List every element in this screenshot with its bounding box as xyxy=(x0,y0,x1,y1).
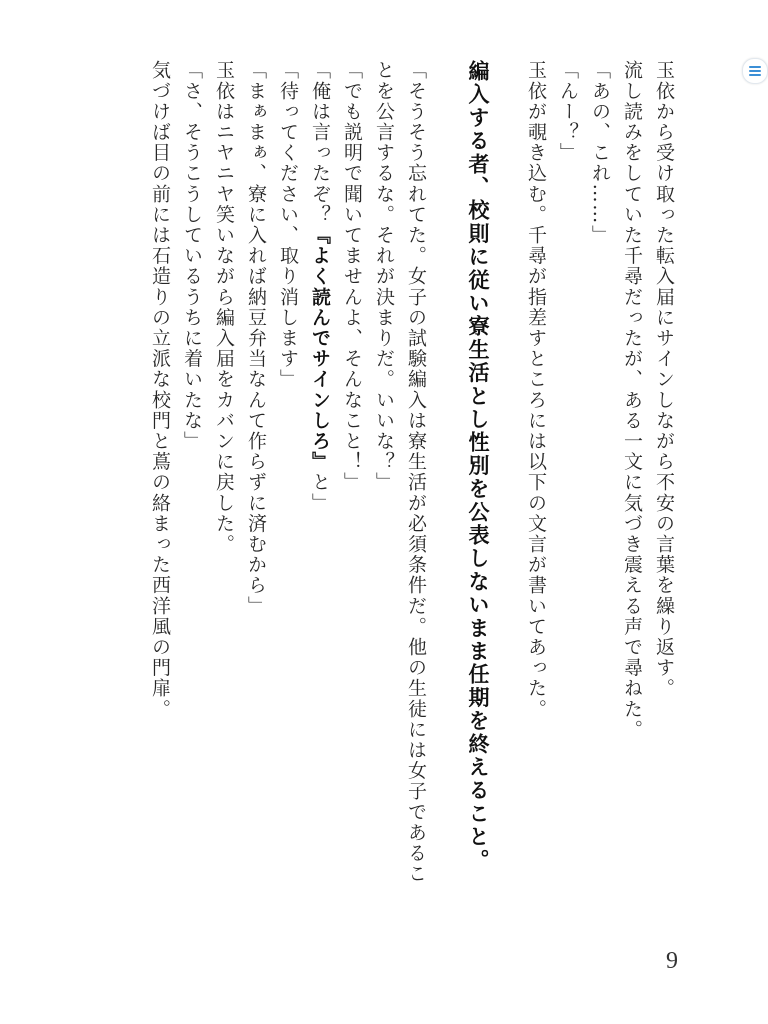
text-line: 「あの、これ……」 xyxy=(589,60,611,246)
spacer xyxy=(432,60,458,960)
text-fragment: と」 xyxy=(309,472,331,514)
rule-heading: 編入する者、校則に従い寮生活とし性別を公表しないまま任期を終えること。 xyxy=(466,60,490,872)
text-line: 「待ってください、取り消します」 xyxy=(277,60,299,390)
text-line: 玉依から受け取った転入届にサインしながら不安の言葉を繰り返す。 xyxy=(653,60,675,699)
text-line-with-emphasis xyxy=(304,60,336,960)
spacer xyxy=(494,60,520,960)
text-line: 「まぁまぁ、寮に入れば納豆弁当なんて作らずに済むから」 xyxy=(245,60,267,617)
text-line: 流し読みをしていた千尋だったが、ある一文に気づき震える声で尋ねた。 xyxy=(621,60,643,740)
menu-button[interactable] xyxy=(742,58,768,84)
emphasized-quote: 『よく読んでサインしろ』 xyxy=(309,224,331,473)
list-menu-icon xyxy=(749,66,761,76)
vertical-text-body xyxy=(144,60,680,960)
text-line: 「さ、そうこうしているうちに着いたな」 xyxy=(181,60,203,452)
page-number: 9 xyxy=(666,948,678,974)
text-line: 「そうそう忘れてた。女子の試験編入は寮生活が必須条件だ。他の生徒には女子であるこ xyxy=(405,60,427,884)
text-line: 玉依はニヤニヤ笑いながら編入届をカバンに戻した。 xyxy=(213,60,235,555)
text-line: 気づけば目の前には石造りの立派な校門と蔦の絡まった西洋風の門扉。 xyxy=(149,60,171,720)
text-line: 玉依が覗き込む。千尋が指差すところには以下の文言が書いてあった。 xyxy=(525,60,547,720)
text-line: 「んー？」 xyxy=(557,60,579,163)
text-fragment: 「俺は言ったぞ？ xyxy=(309,60,331,225)
text-line: とを公言するな。それが決まりだ。いいな？」 xyxy=(373,60,395,493)
text-line: 「でも説明で聞いてませんよ、そんなこと！」 xyxy=(341,60,363,493)
